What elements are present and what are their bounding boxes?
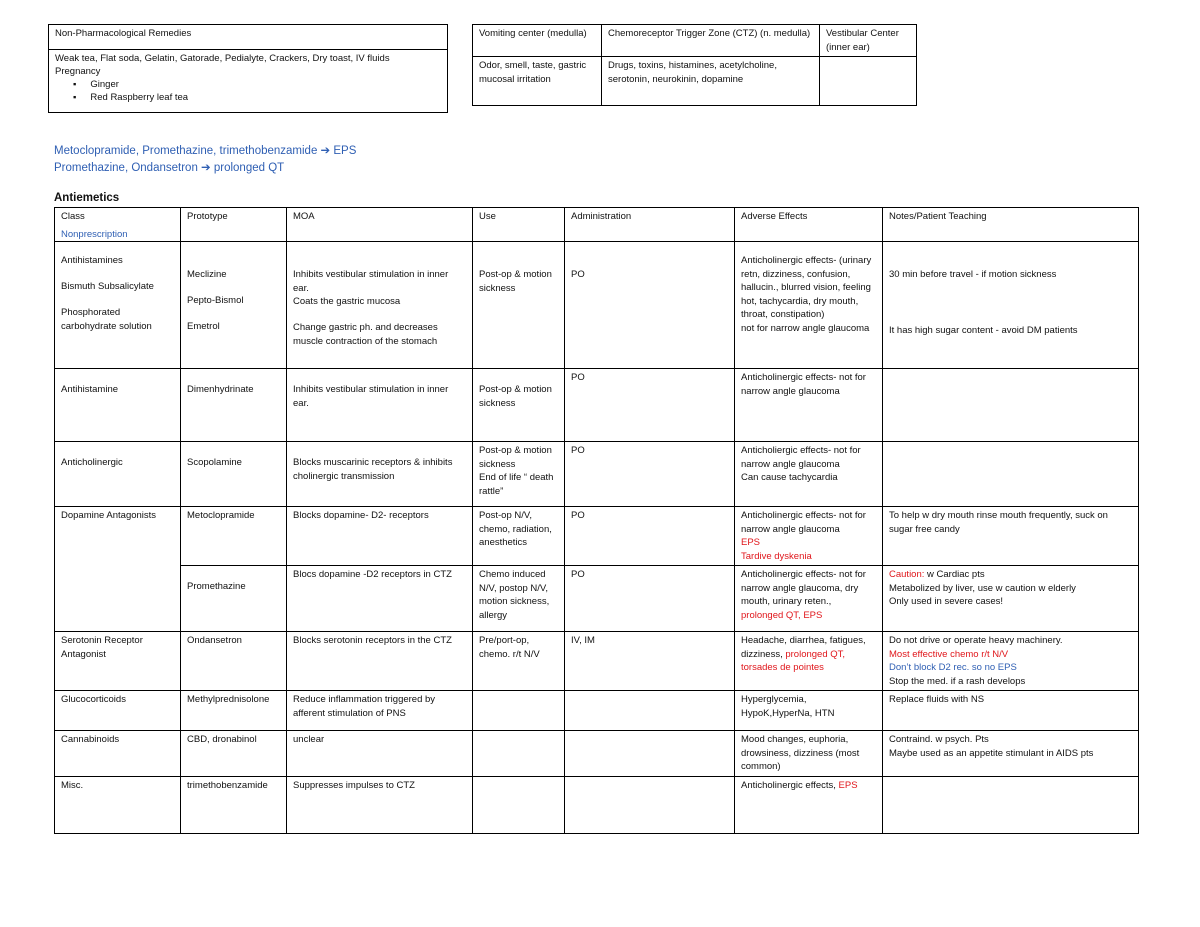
table-cell: Glucocorticoids bbox=[55, 691, 181, 731]
table-cell bbox=[473, 691, 565, 731]
note-text: Stop the med. if a rash develops bbox=[889, 675, 1026, 687]
list-item: ▪ Red Raspberry leaf tea bbox=[93, 91, 441, 104]
caution-text: w Cardiac pts bbox=[924, 569, 985, 580]
note-text: It has high sugar content - avoid DM patients bbox=[889, 325, 1078, 336]
table-cell: Anticholinergic effects- (urinary retn, dizziness, confusion, hallucin., blurred vision, feeling hot, tachycardia, dry mouth, throat, constipation) not for narrow angle glaucoma bbox=[735, 242, 883, 369]
remedies-list bbox=[55, 78, 441, 104]
table-cell: Promethazine bbox=[181, 566, 287, 632]
remedies-line: Weak tea, Flat soda, Gelatin, Gatorade, Pedialyte, Crackers, Dry toast, IV fluids bbox=[55, 53, 390, 64]
column-header: Administration bbox=[565, 208, 735, 242]
note-text: 30 min before travel - if motion sickness bbox=[889, 269, 1057, 280]
note-text: Do not drive or operate heavy machinery. bbox=[889, 635, 1063, 646]
table-cell: To help w dry mouth rinse mouth frequently, suck on sugar free candy bbox=[883, 507, 1139, 566]
table-cell bbox=[55, 229, 181, 369]
adverse-text: Anticholinergic effects- not for narrow angle glaucoma, dry mouth, urinary reten., bbox=[741, 569, 866, 607]
table-cell bbox=[735, 566, 883, 632]
prototype-label: Meclizine bbox=[187, 269, 227, 280]
remedies-body bbox=[49, 50, 447, 106]
adverse-red-text: Tardive dyskenia bbox=[741, 550, 812, 562]
table-cell: trimethobenzamide bbox=[181, 776, 287, 833]
note-text: Contraind. w psych. Pts bbox=[889, 734, 989, 745]
table-header: Vomiting center (medulla) bbox=[473, 25, 602, 57]
table-cell: Suppresses impulses to CTZ bbox=[287, 776, 473, 833]
table-cell bbox=[565, 776, 735, 833]
table-cell bbox=[883, 242, 1139, 369]
moa-text: Change gastric ph. and decreases muscle contraction of the stomach bbox=[293, 322, 438, 347]
note-text: Only used in severe cases! bbox=[889, 596, 1004, 607]
vomiting-center-table bbox=[472, 24, 917, 106]
table-cell: Dopamine Antagonists bbox=[55, 507, 181, 632]
table-cell: Post-op & motion sickness bbox=[473, 242, 565, 369]
table-row bbox=[55, 691, 1139, 731]
class-label: Antihistamines bbox=[61, 255, 123, 266]
antiemetics-table bbox=[54, 207, 1139, 834]
table-row bbox=[55, 208, 1139, 242]
note-red-text: Most effective chemo r/t N/V bbox=[889, 648, 1009, 660]
table-row bbox=[55, 566, 1139, 632]
table-cell: Blocs dopamine -D2 receptors in CTZ bbox=[287, 566, 473, 632]
table-row bbox=[55, 731, 1139, 777]
table-cell: Blocks dopamine- D2- receptors bbox=[287, 507, 473, 566]
table-cell: Ondansetron bbox=[181, 632, 287, 691]
table-row bbox=[473, 25, 917, 57]
table-cell bbox=[735, 776, 883, 833]
table-cell bbox=[565, 691, 735, 731]
adverse-red-text: EPS bbox=[741, 537, 761, 548]
adverse-text: Anticholinergic effects, bbox=[741, 779, 839, 791]
note-text: Maybe used as an appetite stimulant in AIDS pts bbox=[889, 747, 1094, 759]
table-cell: Serotonin Receptor Antagonist bbox=[55, 632, 181, 691]
adverse-text: Anticholinergic effects- not for narrow angle glaucoma bbox=[741, 510, 866, 535]
table-cell bbox=[473, 776, 565, 833]
table-header: Chemoreceptor Trigger Zone (CTZ) (n. medulla) bbox=[602, 25, 820, 57]
column-header: Prototype bbox=[181, 208, 287, 242]
table-row bbox=[473, 57, 917, 106]
table-cell: Post-op & motion sickness bbox=[473, 369, 565, 442]
antiemetics-title: Antiemetics bbox=[54, 192, 120, 204]
table-cell bbox=[883, 731, 1139, 777]
table-cell: Scopolamine bbox=[181, 442, 287, 507]
table-row bbox=[55, 507, 1139, 566]
table-cell: Methylprednisolone bbox=[181, 691, 287, 731]
adverse-red-text: EPS bbox=[838, 779, 858, 791]
table-cell: Anticholinergic bbox=[55, 442, 181, 507]
table-cell bbox=[883, 369, 1139, 442]
adverse-text: Headache, diarrhea, fatigues, dizziness, bbox=[741, 635, 866, 660]
prototype-label: Emetrol bbox=[187, 321, 220, 332]
table-row bbox=[55, 369, 1139, 442]
table-cell bbox=[820, 57, 917, 106]
table-cell: Mood changes, euphoria, drowsiness, dizziness (most common) bbox=[735, 731, 883, 777]
column-header: Adverse Effects bbox=[735, 208, 883, 242]
table-cell bbox=[565, 731, 735, 777]
table-cell bbox=[735, 507, 883, 566]
table-cell: Reduce inflammation triggered by afferent stimulation of PNS bbox=[287, 691, 473, 731]
table-cell: Replace fluids with NS bbox=[883, 691, 1139, 731]
table-cell bbox=[883, 776, 1139, 833]
table-row bbox=[55, 242, 1139, 369]
table-cell bbox=[883, 632, 1139, 691]
table-cell: PO bbox=[565, 566, 735, 632]
eps-note: Metoclopramide, Promethazine, trimethobenzamide ➔ EPS bbox=[54, 145, 357, 157]
table-cell: PO bbox=[565, 242, 735, 369]
table-header: Vestibular Center (inner ear) bbox=[820, 25, 917, 57]
table-cell bbox=[735, 632, 883, 691]
table-cell: unclear bbox=[287, 731, 473, 777]
column-header: Notes/Patient Teaching bbox=[883, 208, 1139, 242]
table-cell: PO bbox=[565, 442, 735, 507]
remedies-title: Non-Pharmacological Remedies bbox=[49, 25, 447, 50]
table-row bbox=[55, 632, 1139, 691]
table-cell: Dimenhydrinate bbox=[181, 369, 287, 442]
table-cell: Antihistamine bbox=[55, 369, 181, 442]
table-cell: Post-op N/V, chemo, radiation, anesthetics bbox=[473, 507, 565, 566]
prototype-label: Pepto-Bismol bbox=[187, 295, 244, 306]
table-cell: Chemo induced N/V, postop N/V, motion sickness, allergy bbox=[473, 566, 565, 632]
table-cell: IV, IM bbox=[565, 632, 735, 691]
table-row bbox=[55, 776, 1139, 833]
table-cell: Post-op & motion sickness End of life “ death rattle” bbox=[473, 442, 565, 507]
table-cell bbox=[473, 731, 565, 777]
column-header: MOA bbox=[287, 208, 473, 242]
table-cell: PO bbox=[565, 507, 735, 566]
table-cell: Blocks muscarinic receptors & inhibits cholinergic transmission bbox=[287, 442, 473, 507]
note-blue-text: Don’t block D2 rec. so no EPS bbox=[889, 662, 1017, 673]
table-cell bbox=[883, 566, 1139, 632]
moa-text: Inhibits vestibular stimulation in inner ear. bbox=[293, 269, 449, 294]
table-cell: CBD, dronabinol bbox=[181, 731, 287, 777]
column-header: Use bbox=[473, 208, 565, 242]
table-cell: Hyperglycemia, HypoK,HyperNa, HTN bbox=[735, 691, 883, 731]
table-cell: Inhibits vestibular stimulation in inner ear. bbox=[287, 369, 473, 442]
moa-text: Coats the gastric mucosa bbox=[293, 296, 401, 307]
class-label: Bismuth Subsalicylate bbox=[61, 281, 154, 292]
table-cell: Blocks serotonin receptors in the CTZ bbox=[287, 632, 473, 691]
list-item: ▪ Ginger bbox=[93, 78, 441, 91]
qt-note: Promethazine, Ondansetron ➔ prolonged QT bbox=[54, 162, 285, 174]
table-cell: Odor, smell, taste, gastric mucosal irritation bbox=[473, 57, 602, 106]
remedies-pregnancy: Pregnancy bbox=[55, 66, 101, 77]
adverse-red-text: prolonged QT, torsades de pointes bbox=[741, 648, 846, 673]
table-cell: PO bbox=[565, 369, 735, 442]
table-cell: Drugs, toxins, histamines, acetylcholine, serotonin, neurokinin, dopamine bbox=[602, 57, 820, 106]
table-row bbox=[55, 442, 1139, 507]
remedies-box bbox=[48, 24, 448, 113]
table-cell: Pre/port-op, chemo. r/t N/V bbox=[473, 632, 565, 691]
table-cell: Anticholiergic effects- not for narrow angle glaucoma Can cause tachycardia bbox=[735, 442, 883, 507]
adverse-red-text: prolonged QT, EPS bbox=[741, 609, 823, 621]
table-cell bbox=[883, 442, 1139, 507]
caution-label: Caution: bbox=[889, 569, 925, 580]
table-cell bbox=[181, 242, 287, 369]
table-cell: Misc. bbox=[55, 776, 181, 833]
table-cell: Anticholinergic effects- not for narrow angle glaucoma bbox=[735, 369, 883, 442]
column-header: Class bbox=[55, 208, 181, 242]
class-label: Phosphorated carbohydrate solution bbox=[61, 307, 152, 332]
table-cell: Cannabinoids bbox=[55, 731, 181, 777]
note-text: Metabolized by liver, use w caution w elderly bbox=[889, 582, 1076, 594]
nonprescription-label: Nonprescription bbox=[61, 229, 128, 240]
table-cell bbox=[287, 242, 473, 369]
table-cell: Metoclopramide bbox=[181, 507, 287, 566]
